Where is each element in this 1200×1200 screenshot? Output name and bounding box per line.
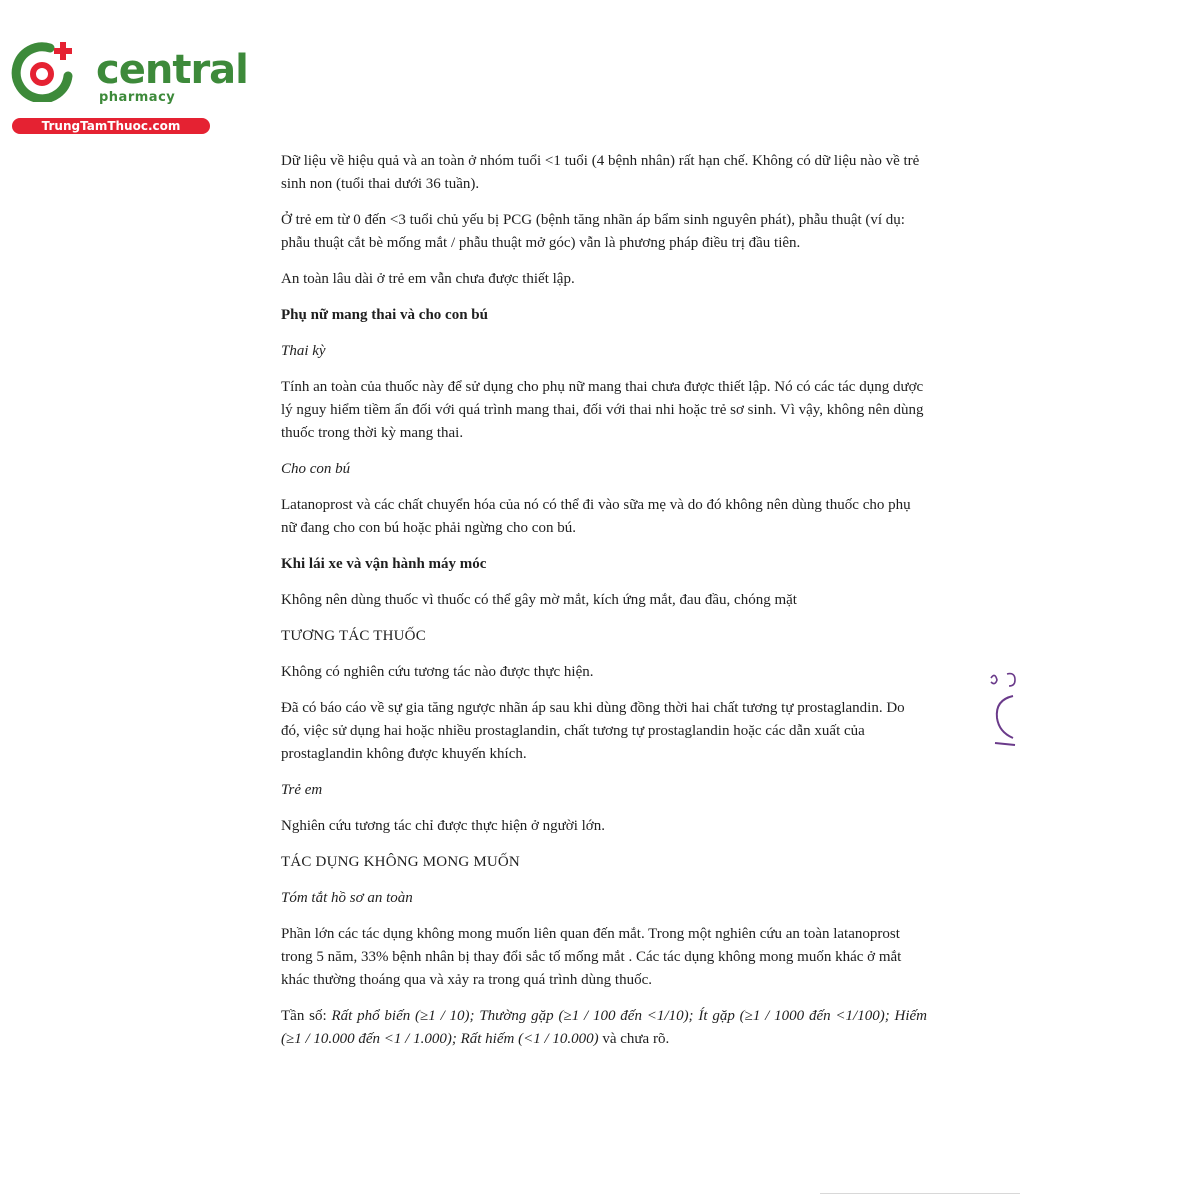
subsection-heading: Cho con bú [281, 461, 351, 477]
paragraph: Không có nghiên cứu tương tác nào được thực hiện. [281, 664, 594, 680]
paragraph: Không nên dùng thuốc vì thuốc có thể gây mờ mắt, kích ứng mắt, đau đầu, chóng mặt [281, 592, 797, 608]
subsection-heading: Trẻ em [281, 782, 323, 798]
logo-brand-name: central [96, 47, 248, 93]
stamp-fragment [985, 668, 1019, 748]
logo-subtitle: pharmacy [99, 90, 176, 105]
frequency-lead: Tần số: [281, 1008, 332, 1024]
paragraph: Đã có báo cáo về sự gia tăng ngược nhãn áp sau khi dùng đồng thời hai chất tương tự prostaglandin. Do đó, việc sử dụng hai hoặc nhiều prostaglandin, chất tương tự prostaglandin hoặc các dẫn xuất của prostaglandin không được khuyến khích. [281, 700, 905, 762]
paragraph: Ở trẻ em từ 0 đến <3 tuổi chủ yếu bị PCG (bệnh tăng nhãn áp bẩm sinh nguyên phát), phẫu thuật (ví dụ: phẫu thuật cắt bè mống mắt / phẫu thuật mở góc) vẫn là phương pháp điều trị đầu tiên. [281, 212, 905, 251]
document-page [281, 150, 927, 1051]
paragraph: Latanoprost và các chất chuyển hóa của nó có thể đi vào sữa mẹ và do đó không nên dùng thuốc cho phụ nữ đang cho con bú hoặc phải ngừng cho con bú. [281, 497, 911, 536]
section-heading: Phụ nữ mang thai và cho con bú [281, 307, 488, 323]
paragraph: Tính an toàn của thuốc này để sử dụng cho phụ nữ mang thai chưa được thiết lập. Nó có các tác dụng dược lý nguy hiểm tiềm ẩn đối với quá trình mang thai, đối với thai nhi hoặc trẻ sơ sinh. Vì vậy, không nên dùng thuốc trong thời kỳ mang thai. [281, 379, 924, 441]
section-heading: TƯƠNG TÁC THUỐC [281, 628, 426, 644]
frequency-categories: Rất phổ biến (≥1 / 10); Thường gặp (≥1 / 100 đến <1/10); Ít gặp (≥1 / 1000 đến <1/100); Hiếm (≥1 / 10.000 đến <1 / 1.000); Rất hiếm (<1 / 10.000) [281, 1008, 928, 1047]
section-heading: Khi lái xe và vận hành máy móc [281, 556, 487, 572]
subsection-heading: Thai kỳ [281, 343, 326, 359]
paragraph: Nghiên cứu tương tác chỉ được thực hiện ở người lớn. [281, 818, 605, 834]
paragraph: An toàn lâu dài ở trẻ em vẫn chưa được thiết lập. [281, 271, 575, 287]
paragraph: Phần lớn các tác dụng không mong muốn liên quan đến mắt. Trong một nghiên cứu an toàn latanoprost trong 5 năm, 33% bệnh nhân bị thay đổi sắc tố mống mắt . Các tác dụng không mong muốn khác ở mắt khác thường thoáng qua và xảy ra trong quá trình dùng thuốc. [281, 926, 902, 988]
divider [820, 1193, 1020, 1194]
subsection-heading: Tóm tắt hồ sơ an toàn [281, 890, 413, 906]
section-heading: TÁC DỤNG KHÔNG MONG MUỐN [281, 854, 520, 870]
logo-website: TrungTamThuoc.com [12, 118, 210, 134]
pharmacy-cross-icon [10, 36, 80, 102]
paragraph: Dữ liệu về hiệu quả và an toàn ở nhóm tuổi <1 tuổi (4 bệnh nhân) rất hạn chế. Không có dữ liệu nào về trẻ sinh non (tuổi thai dưới 36 tuần). [281, 153, 920, 192]
frequency-tail: và chưa rõ. [598, 1031, 670, 1047]
central-pharmacy-logo [10, 36, 248, 136]
frequency-paragraph [281, 1005, 927, 1051]
